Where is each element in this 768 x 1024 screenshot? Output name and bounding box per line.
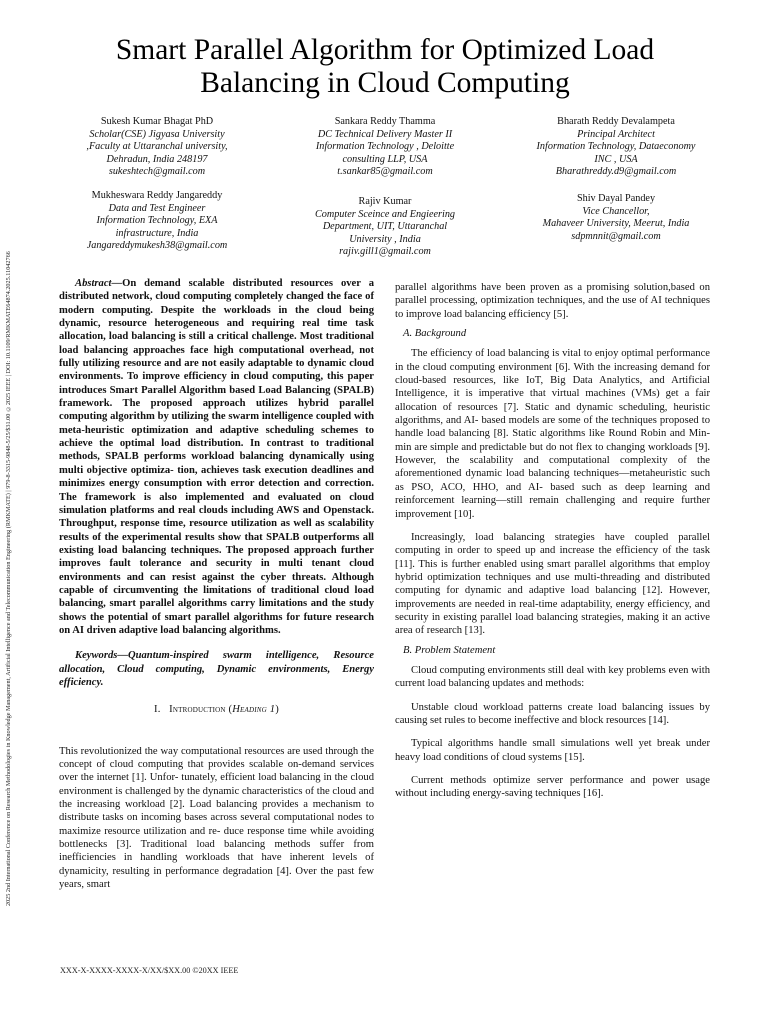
author-affiliation-line: INC , USA: [594, 153, 638, 165]
author-block-4: [57, 190, 257, 253]
problem-paragraph-3: Typical algorithms handle small simulations well yet break under heavy load conditions of cloud systems [15].: [395, 738, 710, 763]
author-email: sdpmnnit@gmail.com: [571, 230, 661, 242]
subsection-heading-background: A. Background: [403, 328, 467, 340]
author-name: Shiv Dayal Pandey: [576, 193, 656, 204]
author-affiliation-line: Mahaveer University, Meerut, India: [542, 218, 690, 230]
author-name: Sankara Reddy Thamma: [334, 116, 436, 127]
author-affiliation-line: infrastructure, India: [115, 227, 199, 239]
author-email: Bharathreddy.d9@gmail.com: [555, 166, 677, 178]
author-block-6: [516, 193, 716, 243]
problem-paragraph-4: Current methods optimize server performance and power usage without including energy-saving techniques [16].: [395, 775, 710, 800]
heading-paren-close: ): [275, 704, 279, 716]
heading-numeral: I.: [154, 704, 161, 716]
author-affiliation-line: DC Technical Delivery Master II: [317, 128, 453, 140]
author-affiliation-line: Data and Test Engineer: [108, 202, 206, 214]
publication-side-note: 2025 2nd International Conference on Research Methodologies in Knowledge Management, Artificial Intelligence and Telecommunication Engineering (RMKMATE) | 979-8-3315-9848-5/25/$31.00 ©2025 IEEE | DOI: 10.1109/RMKMATE64874.2025.11042766: [5, 251, 12, 906]
keywords: Keywords—Quantum-inspired swarm intelligence, Resource allocation, Cloud computing, Dynamic environments, Energy efficiency.: [59, 650, 374, 688]
right-column: [395, 281, 710, 801]
background-paragraph-1: The efficiency of load balancing is vital to enjoy optimal performance in the cloud computing environment [6]. With the increasing demand for cloud-based resources, like IoT, Big Data Analytics, and Artificial Intelligence, it is imperative that virtual machines (VMs) get a fair allocation of resources [7]. Static and dynamic scheduling, heuristic algorithms, and AI- based models are some of the techniques proposed to handle load balancing [8]. Static algorithms like Round Robin and Min-min are simple and predictable but do not flex to changing workloads [9]. However, the scalability and computational complexity of the aforementioned dynamic load balancing techniques—metaheuristic such as PSO, ACO, HHO, and AI- based such as deep learning and reinforcement learning—still remain challenging and require further improvement [10].: [395, 348, 710, 520]
author-name: Sukesh Kumar Bhagat PhD: [100, 116, 214, 127]
author-affiliation-line: Dehradun, India 248197: [106, 153, 208, 165]
author-affiliation-line: Information Technology, Dataeconomy: [536, 141, 696, 153]
author-email: t.sankar85@gmail.com: [337, 166, 433, 178]
author-block-1: [57, 116, 257, 179]
intro-paragraph: This revolutionized the way computational resources are used through the concept of cloud computing that provides scalable on-demand services over the internet [1]. Unfor- tunately, efficient load balancing in the cloud environment is challenged by the dynamic characteristics of the cloud and the increasing workload [2]. Load balancing provides a mechanism to distribute tasks on incoming bases across several computational nodes to maximize resource utilization and re- duce response time while avoiding bottlenecks [3]. Traditional load balancing methods suffer from inefficiencies in handling workloads that have inherent levels of dynamicity, resulting in performance degradation [4]. Over the past few years, smart: [59, 745, 374, 891]
author-affiliation-line: Principal Architect: [577, 128, 655, 140]
abstract-text: —On demand scalable distributed resources over a distributed network, cloud computing completely changed the face of modern computing. Despite the workloads in the cloud being dynamic, resource heterogeneous and requiring real time task allocation, load balancing is still a critical challenge. Most traditional load balancing approaches face high computational overhead, not fully utilizing resource and are not easily adaptable to dynamic cloud environments. To improve efficiency in cloud computing, this paper introduces Smart Parallel Algorithm based Load Balancing (SPALB) framework. The proposed approach utilizes hybrid parallel computing algorithm by utilizing the swarm intelligence coupled with meta-heuristic optimization and adaptive scheduling schemes to achieve the optimal load distribution. In contrast to traditional methods, SPALB performs workload balancing dynamically using multi objective optimiza- tion, achieves task execution deadlines and minimizes energy consumption with error detection and correction. The framework is also implemented and evaluated on cloud simulation platforms and real clouds including AWS and Openstack. Throughput, response time, resource utilization as well as scalability results of the experimental results show that SPALB outperforms all existing load balancing techniques. The proposed approach further improves fault tolerance and security in multi tenant cloud environments and can resist against the cyber threats. Although capable of circumventing the limitations of traditional cloud load balancing, smart parallel algorithms carry limitations and the study shows the potential of smart parallel algorithms for future research on AI driven adaptive load balancing algorithms.: [59, 278, 374, 636]
author-affiliation-line: Department, UIT, Uttaranchal: [322, 221, 448, 233]
author-email: sukeshtech@gmail.com: [108, 166, 206, 178]
title-line-2: Balancing in Cloud Computing: [200, 67, 570, 99]
problem-paragraph-2: Unstable cloud workload patterns create load balancing issues by causing set rules to become ineffective and block resources [14].: [395, 701, 710, 726]
abstract-label: Abstract: [75, 278, 112, 289]
paper-title: [60, 34, 710, 100]
author-affiliation-line: Computer Sceince and Engieering: [314, 208, 456, 220]
left-column: [59, 277, 374, 891]
author-name: Mukheswara Reddy Jangareddy: [91, 190, 223, 201]
subsection-heading-problem: B. Problem Statement: [403, 644, 496, 656]
author-block-3: [516, 116, 716, 179]
section-heading-introduction: [59, 703, 374, 716]
problem-paragraph-1: Cloud computing environments still deal with key problems even with current load balancing updates and methods:: [395, 664, 710, 690]
author-affiliation-line: Information Technology, EXA: [96, 215, 218, 227]
author-block-2: [285, 116, 485, 179]
author-name: Bharath Reddy Devalampeta: [557, 116, 675, 127]
abstract: [59, 277, 374, 637]
author-email: rajiv.gill1@gmail.com: [339, 246, 431, 258]
author-affiliation-line: ,Faculty at Uttaranchal university,: [86, 141, 228, 153]
author-affiliation-line: Scholar(CSE) Jigyasa University: [89, 128, 225, 140]
author-affiliation-line: Information Technology , Deloitte: [315, 141, 455, 153]
intro-continuation: parallel algorithms have been proven as a promising solution,based on parallel processing, optimization techniques, and the use of AI techniques to improve load balancing efficiency [5].: [395, 282, 710, 320]
author-name: Rajiv Kumar: [358, 196, 412, 207]
title-line-1: Smart Parallel Algorithm for Optimized Load: [115, 34, 655, 66]
copyright-footer: XXX-X-XXXX-XXXX-X/XX/$XX.00 ©20XX IEEE: [60, 966, 239, 975]
author-affiliation-line: Vice Chancellor,: [582, 205, 650, 217]
author-email: Jangareddymukesh38@gmail.com: [86, 240, 228, 252]
author-affiliation-line: consulting LLP, USA: [342, 153, 428, 165]
heading-paren-open: (: [225, 704, 233, 716]
background-paragraph-2: Increasingly, load balancing strategies have coupled parallel computing in order to speed up and increase the efficiency of the task [11]. This is further enabled using smart parallel algorithms that employ hybrid optimization techniques and use multi-threading and distributed computing for dynamic and adaptive load balancing [12]. However, improvements are needed in real-time adaptability, energy efficiency, and security in existing parallel load balancing strategies, making it an active area of research [13].: [395, 531, 710, 637]
heading-word: Heading 1: [232, 704, 276, 716]
author-block-5: [285, 196, 485, 259]
heading-title: Introduction: [169, 704, 226, 716]
author-affiliation-line: University , India: [349, 233, 421, 245]
